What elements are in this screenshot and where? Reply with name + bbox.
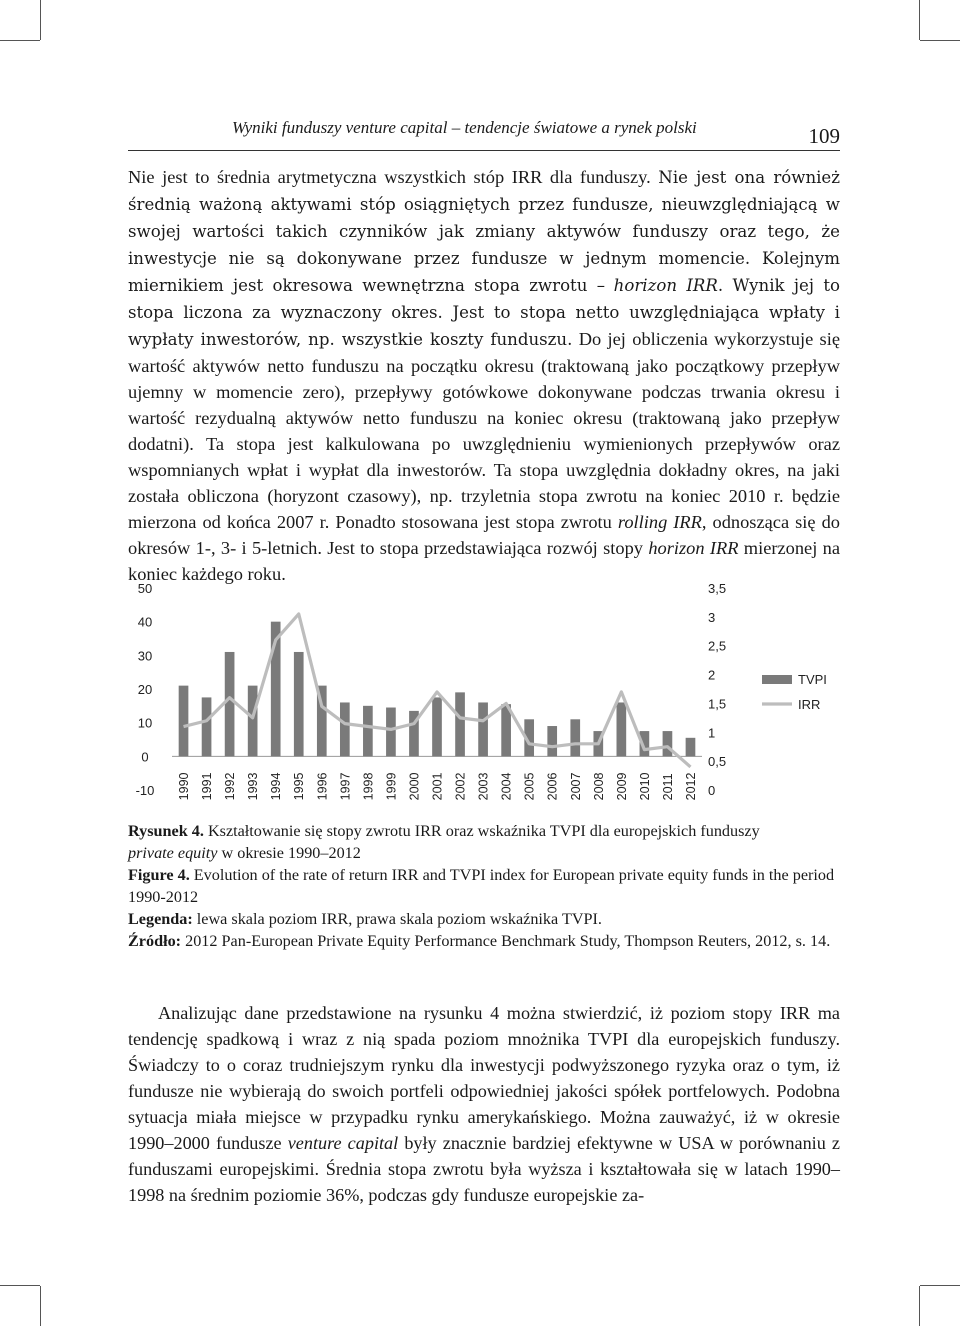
legend: [762, 672, 827, 712]
x-tick-label: 2012: [683, 772, 698, 801]
right-tick-label: 1: [708, 725, 716, 741]
paragraph-2-part: Analizując dane przedstawione na rysunku 4 można stwierdzić, iż poziom stopy IRR ma tendencję spadkową i wraz z nią spada poziom mnożnika TVPI dla europejskich funduszy. Świadczy to o coraz trudniejszym rynku dla inwestycji podwyższonego ryzyka oraz o tym, iż fundusze nie wybierają do swoich portfeli odpowiedniej jakości spółek portfelowych. Podobna sytuacja miała miejsce w przypadku rynku amerykańskiego. Można zauważyć, iż w okresie 1990‒2000 fundusze: [128, 1003, 840, 1153]
paragraph-1-part: Nie jest to średnia arytmetyczna wszystkich stóp IRR dla funduszy.: [128, 167, 651, 187]
paragraph-1-part: Nie jest ona również średnią ważoną aktywami stóp osiągniętych przez fundusze, nieuwzględniającą w swojej wartości takich czynników jak zmiany aktywów funduszy oraz tego, że inwestycje nie są dokonywane przez fundusze w jednym momencie. Kolejnym miernikiem jest okresowa wewnętrzna stopa zwrotu –: [128, 168, 840, 295]
x-tick-label: 1996: [315, 772, 330, 801]
x-tick-label: 1999: [384, 772, 399, 801]
x-tick-label: 2004: [499, 772, 514, 801]
left-tick-label: 10: [137, 715, 153, 731]
left-tick-label: 20: [137, 682, 153, 697]
tvpi-bar: [363, 706, 373, 757]
right-tick-label: 3,5: [708, 581, 727, 596]
x-tick-label: 2005: [522, 772, 537, 801]
right-tick-label: 2: [708, 667, 716, 683]
legend-swatch-tvpi: [762, 675, 792, 684]
paragraph-1-part: mierzonej na koniec każdego roku.: [128, 538, 840, 584]
tvpi-bar: [179, 686, 189, 757]
page-number: 109: [808, 124, 840, 148]
chart-svg: [120, 575, 860, 810]
x-tick-label: 2001: [430, 772, 445, 801]
paragraph-1-part: , odnosząca się do okresów 1-, 3- i 5-letnich. Jest to stopa przedstawiająca rozwój stopy: [128, 512, 840, 558]
x-tick-label: 2007: [568, 772, 583, 801]
tvpi-bar: [455, 692, 465, 756]
x-tick-label: 2010: [637, 772, 652, 801]
caption-line: [128, 930, 840, 952]
crop-mark: [920, 1285, 960, 1286]
x-tick-label: 2000: [407, 772, 422, 801]
caption-line: [128, 820, 840, 864]
crop-mark: [920, 40, 960, 41]
x-tick-label: 1998: [361, 772, 376, 801]
x-tick-label: 1994: [269, 772, 284, 801]
x-tick-label: 2008: [591, 772, 606, 801]
tvpi-bar: [547, 726, 557, 756]
caption-line: [128, 908, 840, 930]
legend-label-tvpi: TVPI: [798, 672, 827, 687]
italic-term: rolling IRR: [617, 512, 702, 532]
x-tick-label: 1992: [223, 772, 238, 801]
x-tick-label: 1997: [338, 772, 353, 801]
right-axis: [708, 581, 726, 798]
irr-tvpi-chart: [120, 575, 860, 815]
tvpi-bar: [294, 652, 304, 756]
x-tick-label: 2002: [453, 772, 468, 801]
crop-mark: [0, 1285, 40, 1286]
caption-italic: private equity: [128, 844, 218, 862]
crop-mark: [40, 0, 41, 40]
tvpi-bar: [225, 652, 235, 756]
crop-mark: [0, 40, 40, 41]
x-tick-label: 2003: [476, 772, 491, 801]
right-tick-label: 0: [708, 783, 716, 798]
left-tick-label: 50: [137, 581, 153, 596]
left-axis: [135, 581, 702, 801]
tvpi-bars: [179, 622, 696, 757]
running-title: Wyniki funduszy venture capital – tendencje światowe a rynek polski: [232, 118, 697, 137]
caption-line: [128, 864, 840, 908]
x-tick-label: 2009: [614, 772, 629, 801]
right-tick-label: 1,5: [708, 696, 727, 712]
italic-term: horizon IRR: [648, 538, 739, 558]
x-tick-label: 1995: [292, 772, 307, 801]
caption-label: Rysunek 4.: [128, 822, 204, 840]
paragraph-1-part: . Wynik jej to stopa liczona za wyznaczony okres. Jest to stopa netto uwzględniająca wpłaty i wypłaty inwestorów, np. wszystkie koszty funduszu.: [128, 276, 840, 349]
tvpi-bar: [663, 731, 673, 756]
x-tick-label: 2011: [660, 773, 675, 801]
paragraph-2-part: były znacznie bardziej efektywne w USA w porównaniu z funduszami europejskimi. Średnia stopa zwrotu była wyższa i kształtowała się w latach 1990‒1998 na średnim poziomie 36%, podczas gdy fundusze europejskie za-: [128, 1133, 841, 1205]
x-tick-label: 1990: [177, 772, 192, 801]
caption-label: Źródło:: [128, 932, 182, 950]
tvpi-bar: [432, 697, 442, 756]
x-axis-labels: [177, 772, 698, 800]
crop-mark: [919, 0, 920, 40]
crop-mark: [919, 1286, 920, 1326]
caption-text: Kształtowanie się stopy zwrotu IRR oraz wskaźnika TVPI dla europejskich funduszy: [207, 822, 760, 840]
crop-mark: [40, 1286, 41, 1326]
italic-term: venture capital: [287, 1133, 399, 1153]
caption-text: 2012 Pan-European Private Equity Performance Benchmark Study, Thompson Reuters, 2012, s. 14.: [185, 932, 831, 950]
caption-text: w okresie 1990‒2012: [221, 844, 361, 862]
tvpi-bar: [617, 702, 627, 756]
tvpi-bar: [202, 697, 212, 756]
legend-label-irr: IRR: [798, 697, 821, 712]
caption-label: Legenda:: [128, 910, 193, 928]
caption-label: Figure 4.: [128, 866, 190, 884]
x-tick-label: 1993: [246, 772, 261, 801]
paragraph-1: [128, 164, 840, 587]
tvpi-bar: [386, 708, 396, 757]
tvpi-bar: [248, 686, 258, 757]
right-tick-label: 2,5: [708, 638, 727, 654]
caption-text: lewa skala poziom IRR, prawa skala poziom wskaźnika TVPI.: [196, 910, 602, 928]
x-tick-label: 2006: [545, 772, 560, 801]
paragraph-2: [128, 1000, 840, 1208]
right-tick-label: 0,5: [708, 754, 727, 770]
italic-term: horizon IRR: [613, 276, 718, 295]
x-tick-label: 1991: [200, 772, 215, 801]
left-tick-label: 30: [137, 648, 153, 664]
left-tick-label: 0: [141, 749, 149, 765]
figure-caption: [128, 820, 840, 952]
header-rule: [128, 150, 840, 151]
tvpi-bar: [570, 719, 580, 756]
left-tick-label: -10: [135, 783, 155, 798]
right-tick-label: 3: [708, 609, 716, 625]
tvpi-bar: [686, 738, 696, 757]
tvpi-bar: [478, 702, 488, 756]
caption-text: Evolution of the rate of return IRR and TVPI index for European private equity funds in the period 1990-2012: [128, 866, 835, 906]
tvpi-bar: [340, 702, 350, 756]
left-tick-label: 40: [137, 614, 153, 630]
paragraph-1-part: Do jej obliczenia wykorzystuje się wartość aktywów netto funduszu na początku okresu (traktowaną jako początkowy przepływ ujemny w momencie zero), przepływy gotówkowe dokonywane podczas trwania okresu i wartość rezydualną aktywów netto funduszu na koniec okresu (traktowaną jako przepływ dodatni). Ta stopa jest kalkulowana po uwzględnieniu wymienionych przepływów oraz wspomnianych wpłat i wypłat dla inwestorów. Ta stopa uwzględnia dokładny okres, na jaki została obliczona (horyzont czasowy), np. trzyletnia stopa zwrotu na koniec 2010 r. będzie mierzona od końca 2007 r. Ponadto stosowana jest stopa zwrotu: [128, 329, 840, 532]
